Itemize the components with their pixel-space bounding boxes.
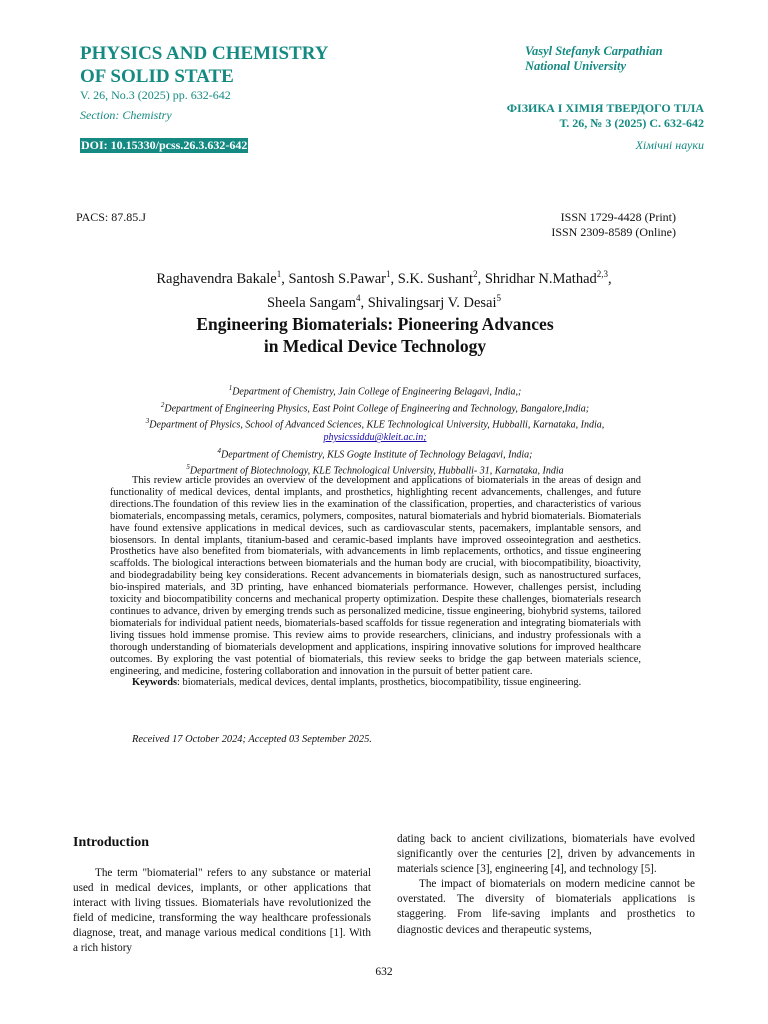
author-name: , Shridhar N.Mathad [477, 270, 597, 287]
volume-info-en: V. 26, No.3 (2025) pp. 632-642 [80, 88, 231, 102]
journal-title-ua-block [507, 101, 704, 131]
author-email-link[interactable]: physicssiddu@kleit.ac.in; [323, 432, 427, 444]
affiliation-4 [0, 445, 750, 462]
body-paragraph: The impact of biomaterials on modern medicine cannot be overstated. The diversity of biomaterials applications is staggering. From life-saving implants and prosthetics to diagnostic devices and therapeutic systems, [397, 878, 695, 936]
affil-sup: 4 [217, 446, 221, 455]
author-affil-sup: 2 [473, 269, 478, 279]
body-column-right [397, 832, 695, 938]
affil-sup: 1 [228, 384, 233, 392]
journal-title-ua: ФІЗИКА І ХІМІЯ ТВЕРДОГО ТІЛА [506, 101, 704, 115]
keywords [110, 677, 641, 689]
section-en: Section: Chemistry [80, 108, 172, 122]
author-line-2 [0, 289, 768, 313]
author-name: , S.K. Sushant [390, 270, 474, 287]
journal-title-line1: PHYSICS AND CHEMISTRY [80, 43, 329, 64]
body-paragraph: dating back to ancient civilizations, biomaterials have evolved significantly over the centuries [2], driven by advancements in materials science [3], engineering [4], and technology [5]. [397, 833, 695, 876]
author-affil-sup: 4 [355, 292, 361, 303]
author-name: Sheela Sangam [266, 294, 356, 311]
affil-sup: 5 [186, 463, 190, 472]
author-separator: , [608, 270, 612, 287]
page-number: 632 [375, 966, 393, 978]
university-line1: Vasyl Stefanyk Carpathian [525, 44, 663, 58]
author-name: , Santosh S.Pawar [281, 270, 386, 287]
keywords-label: Keywords [132, 677, 178, 689]
affil-text: Department of Engineering Physics, East Point College of Engineering and Technology, Bangalore,India; [164, 403, 590, 415]
abstract [110, 475, 641, 689]
author-affil-sup: 2,3 [596, 269, 609, 279]
affiliation-3-email-line [0, 432, 750, 444]
author-line-1 [0, 265, 768, 289]
affiliation-3 [0, 415, 750, 432]
abstract-text: This review article provides an overview of the development and applications of biomaterials in the areas of design and functionality of medical devices, dental implants, and prosthetics, highlighting recent advancements, challenges, and future directions.The foundation of this review lies in the examination of the classification, properties, and characteristics of various biomaterials, encompassing metals, ceramics, polymers, composites, natural biomaterials and hybrid biomaterials. Biomaterials have found extensive applications in medical devices, such as cardiovascular stents, pacemakers, implantable sensors, and biosensors. In dental implants, titanium-based and ceramic-based implants have improved osseointegration and aesthetics. Prosthetics have also benefited from biomaterials, with advancements in limb replacements, orthotics, and tissue engineering scaffolds. The biological interactions between biomaterials and the human body are crucial, with biocompatibility, bioactivity, and biodegradability being key considerations. Recent advancements in biomaterials design, such as nanostructured surfaces, bio-inspired materials, and 3D printing, have enhanced biomaterials performance. However, challenges persist, including toxicity and biocompatibility concerns and mechanical property optimization. Despite these challenges, biomaterials research continues to advance, driven by emerging trends such as personalized medicine, tissue engineering, biohybrid systems, tailored biomaterials for individual patient needs, biomaterials-based scaffolds for tissue regeneration and integrating biomaterials with living tissues hold immense promise. This review aims to provide researchers, clinicians, and industry professionals with a thorough understanding of biomaterials development and applications, inspiring innovative solutions for improved healthcare outcomes. By exploring the vast potential of biomaterials, this review seeks to bridge the gap between materials science, engineering, and medicine, fostering collaboration and innovation in the pursuit of better patient care. [110, 475, 641, 677]
issn-block [551, 210, 676, 240]
body-paragraph: The term "biomaterial" refers to any substance or material used in medical devices, implants, or other applications that interact with living tissues. Biomaterials have revolutionized the field of medicine, transforming the way healthcare professionals diagnose, treat, and manage various medical conditions [1]. With a rich history [73, 867, 371, 955]
affil-sup: 3 [145, 417, 150, 426]
journal-title [80, 42, 328, 88]
author-affil-sup: 1 [276, 269, 282, 279]
volume-info-ua: Т. 26, № 3 (2025) С. 632-642 [559, 116, 704, 130]
pacs-code: PACS: 87.85.J [76, 210, 146, 224]
affil-text: Department of Physics, School of Advanced Sciences, KLE Technological University, Hubballi, Karnataka, India, [149, 419, 605, 431]
author-name: Raghavendra Bakale [156, 270, 277, 287]
journal-title-line2: OF SOLID STATE [80, 66, 234, 87]
author-list [0, 265, 768, 313]
affil-text: Department of Biotechnology, KLE Technological University, Hubballi- 31, Karnataka, India [189, 465, 564, 477]
affiliation-1 [0, 382, 750, 399]
doi-link[interactable]: DOI: 10.15330/pcss.26.3.632-642 [81, 138, 248, 152]
author-name: , Shivalingsarj V. Desai [360, 294, 497, 311]
section-heading-introduction: Introduction [73, 835, 149, 850]
affiliations [0, 382, 750, 478]
affiliation-2 [0, 399, 750, 416]
keywords-list: : biomaterials, medical devices, dental implants, prosthetics, biocompatibility, tissue engineering. [177, 677, 582, 689]
section-ua: Хімічні науки [635, 138, 704, 152]
received-dates: Received 17 October 2024; Accepted 03 September 2025. [132, 734, 372, 745]
author-affil-sup: 1 [385, 269, 391, 279]
paper-title-line2: in Medical Device Technology [263, 336, 487, 356]
university-line2: National University [525, 59, 627, 73]
paper-title [0, 313, 750, 357]
university-name [525, 44, 663, 74]
affil-text: Department of Chemistry, KLS Gogte Institute of Technology Belagavi, India; [220, 448, 533, 460]
paper-title-line1: Engineering Biomaterials: Pioneering Advances [196, 314, 554, 334]
affil-text: Department of Chemistry, Jain College of Engineering Belagavi, India,; [232, 386, 522, 398]
body-column-left [73, 866, 371, 957]
author-affil-sup: 5 [496, 292, 501, 303]
issn-print: ISSN 1729-4428 (Print) [560, 210, 676, 224]
affil-sup: 2 [160, 400, 165, 409]
issn-online: ISSN 2309-8589 (Online) [551, 225, 676, 239]
